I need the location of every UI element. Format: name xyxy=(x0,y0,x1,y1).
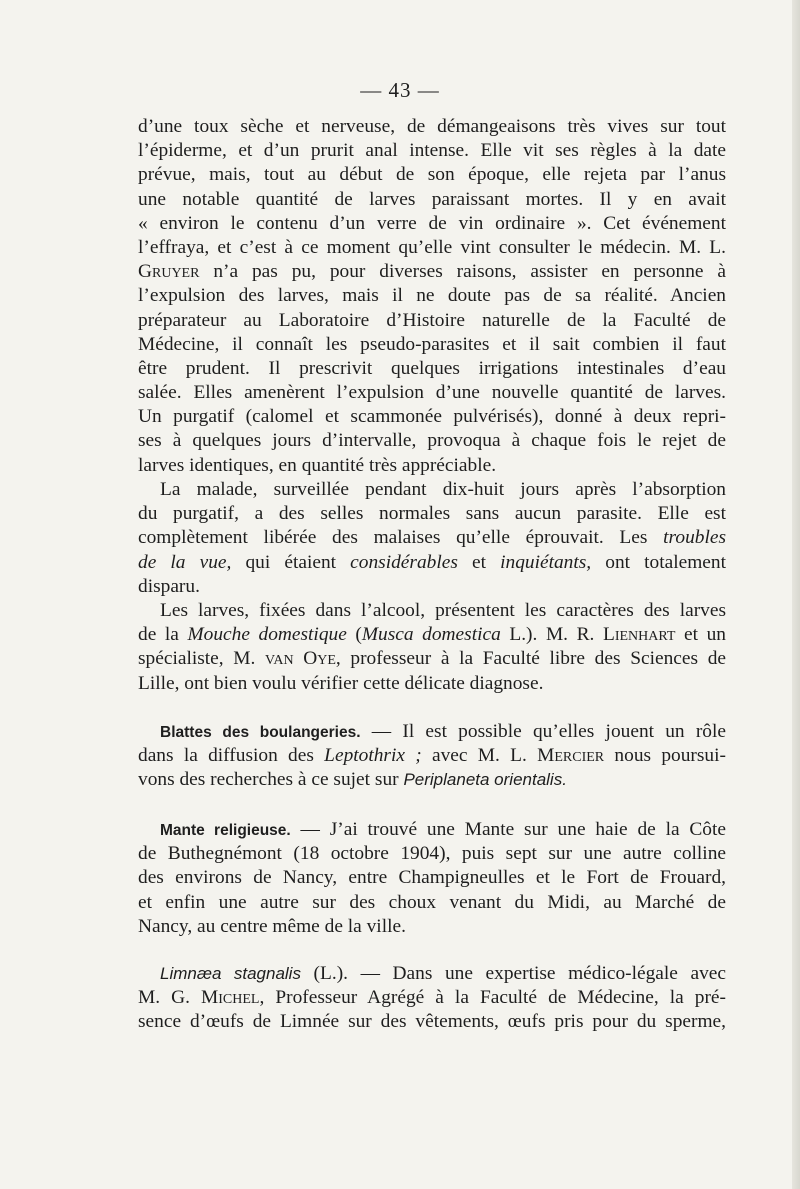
text-line: des environs de Nancy, entre Champigneulles et le Fort de Frouard, xyxy=(138,867,726,889)
text-fragment: (L.). — Dans une expertise médico-légale avec xyxy=(300,963,726,984)
text-line: ses à quelques jours d’intervalle, provoqua à chaque fois le rejet de xyxy=(138,430,726,452)
text-fragment: M. G. xyxy=(138,987,202,1009)
text-line xyxy=(138,962,726,986)
text-line: La malade, surveillée pendant dix-huit jours après l’absorption xyxy=(160,479,726,500)
text-fragment: , professeur à la Faculté libre des Sciences de xyxy=(335,648,726,670)
italic-term: de la vue, xyxy=(138,551,232,573)
section-mante xyxy=(138,818,726,939)
text-fragment: avec M. L. xyxy=(421,745,538,767)
text-line: du purgatif, a des selles normales sans aucun parasite. Elle est xyxy=(138,503,726,525)
text-fragment: — Il est possible qu’elles jouent un rôle xyxy=(360,721,726,742)
text-line xyxy=(138,744,726,768)
section-heading: Blattes des boulangeries. xyxy=(160,724,361,741)
text-fragment: vons des recherches à ce sujet sur xyxy=(138,769,404,791)
italic-term: inquiétants, xyxy=(500,551,592,573)
paragraph-patient-history xyxy=(138,115,726,478)
text-fragment: , Professeur Agrégé à la Faculté de Médecine, la pré- xyxy=(259,987,726,1009)
section-limnaea xyxy=(138,962,726,1035)
text-line: l’épiderme, et d’un prurit anal intense. Elle vit ses règles à la date xyxy=(138,140,726,162)
text-fragment: dans la diffusion des xyxy=(138,745,325,767)
text-fragment: — J’ai trouvé une Mante sur une haie de la Côte xyxy=(290,819,726,840)
text-line: de Buthegnémont (18 octobre 1904), puis sept sur une autre colline xyxy=(138,843,726,865)
text-fragment: n’a pas pu, pour diverses raisons, assister en personne à xyxy=(199,261,726,283)
text-fragment: et un xyxy=(675,624,726,646)
text-line: Un purgatif (calomel et scammonée pulvérisés), donné à deux repri- xyxy=(138,406,726,428)
text-line xyxy=(138,551,726,575)
text-line xyxy=(138,526,726,550)
text-line: une notable quantité de larves paraissant mortes. Il y en avait xyxy=(138,188,726,210)
text-line: Nancy, au centre même de la ville. xyxy=(138,915,406,937)
text-line: larves identiques, en quantité très appréciable. xyxy=(138,454,497,476)
section-heading: Limnæa stagnalis xyxy=(160,964,301,983)
paragraph-larvae-identification xyxy=(138,599,726,696)
text-fragment: ( xyxy=(346,624,362,646)
text-line xyxy=(138,647,726,671)
text-line xyxy=(138,986,726,1010)
author-name: Lienhart xyxy=(602,624,676,646)
text-line: disparu. xyxy=(138,575,200,597)
page-edge xyxy=(792,0,800,1189)
section-heading: Mante religieuse. xyxy=(160,822,291,839)
text-fragment: qui étaient xyxy=(231,551,351,573)
text-line: l’expulsion des larves, mais il ne doute pas de sa réalité. Ancien xyxy=(138,285,726,307)
author-name: Gruyer xyxy=(138,261,200,283)
italic-term: considérables xyxy=(350,551,458,573)
text-fragment: L.). M. R. xyxy=(500,624,603,646)
italic-term: Periplaneta orientalis. xyxy=(403,770,567,790)
paragraph-recovery xyxy=(138,478,726,599)
text-line: prévue, mais, tout au début de son époque, elle rejeta par l’anus xyxy=(138,164,726,186)
text-line: Lille, ont bien voulu vérifier cette délicate diagnose. xyxy=(138,672,544,694)
text-fragment: spécialiste, M. xyxy=(138,648,266,670)
text-line: l’effraya, et c’est à ce moment qu’elle vint consulter le médecin. M. L. xyxy=(138,236,726,258)
text-line xyxy=(138,768,726,792)
text-fragment: et xyxy=(457,551,501,573)
author-name: van Oye xyxy=(265,648,336,670)
italic-term: troubles xyxy=(663,527,726,549)
text-line: préparateur au Laboratoire d’Histoire naturelle de la Faculté de xyxy=(138,309,726,331)
author-name: Mercier xyxy=(537,745,605,767)
italic-term: Musca domestica xyxy=(361,624,501,646)
text-line: Les larves, fixées dans l’alcool, présentent les caractères des larves xyxy=(160,600,726,621)
text-fragment: ont totalement xyxy=(591,551,726,573)
italic-term: Mouche domestique xyxy=(187,624,347,646)
text-line xyxy=(138,623,726,647)
text-fragment: nous poursui- xyxy=(604,745,726,767)
text-line: sence d’œufs de Limnée sur des vêtements, œufs pris pour du sperme, xyxy=(138,1011,726,1033)
text-fragment: de la xyxy=(138,624,188,646)
author-name: Michel xyxy=(201,987,260,1009)
text-line xyxy=(138,720,726,744)
text-line xyxy=(138,818,726,842)
text-line: être prudent. Il prescrivit quelques irrigations intestinales d’eau xyxy=(138,357,726,379)
text-line: Médecine, il connaît les pseudo-parasites et il sait combien il faut xyxy=(138,333,726,355)
text-line xyxy=(138,260,726,284)
page-number: — 43 — xyxy=(360,78,440,102)
text-line: et enfin une autre sur des choux venant du Midi, au Marché de xyxy=(138,891,726,913)
section-blattes xyxy=(138,720,726,793)
italic-term: Leptothrix ; xyxy=(324,745,422,767)
text-fragment: complètement libérée des malaises qu’elle éprouvait. Les xyxy=(138,527,664,549)
text-line: salée. Elles amenèrent l’expulsion d’une nouvelle quantité de larves. xyxy=(138,382,726,404)
text-line: « environ le contenu d’un verre de vin ordinaire ». Cet événement xyxy=(138,212,726,234)
text-line: d’une toux sèche et nerveuse, de démangeaisons très vives sur tout xyxy=(138,116,726,137)
